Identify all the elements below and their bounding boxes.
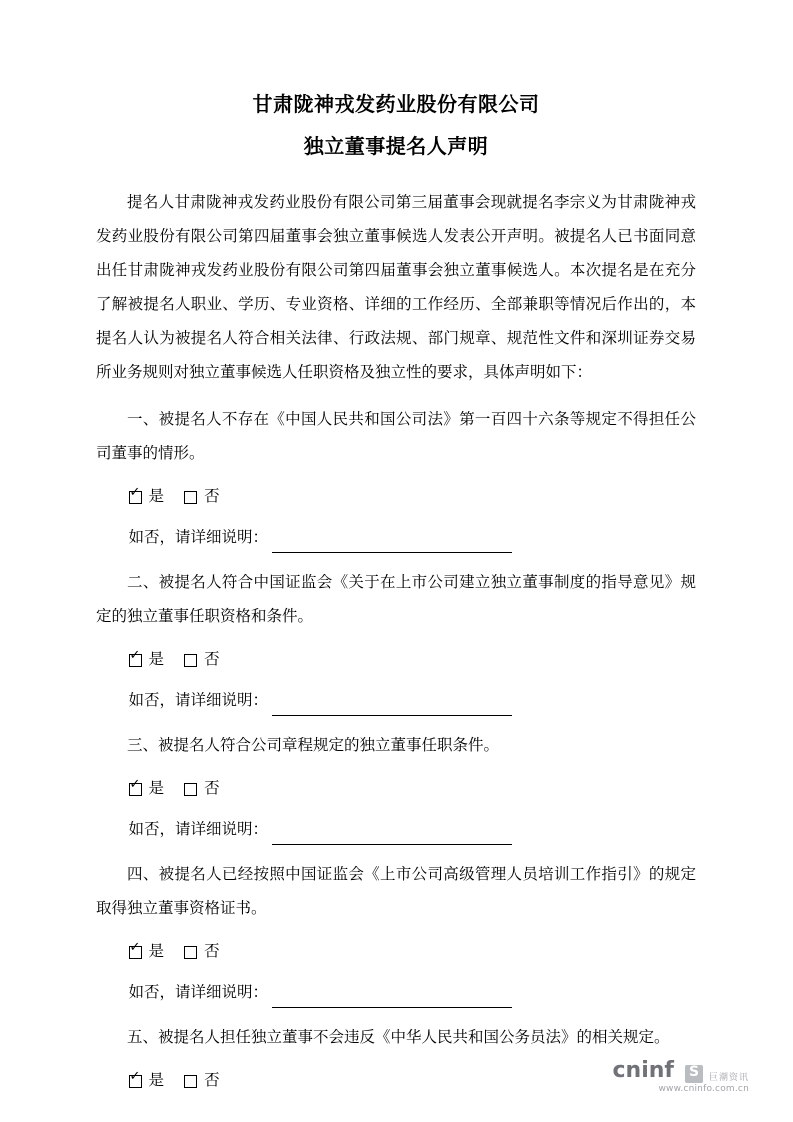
declaration-item-1-text: 一、被提名人不存在《中国人民共和国公司法》第一百四十六条等规定不得担任公司董事的情形。 <box>96 411 696 462</box>
cninfo-logo-text: cninf <box>612 1058 674 1083</box>
label-no-4: 否 <box>204 943 220 960</box>
cninfo-watermark <box>613 1058 750 1094</box>
company-title: 甘肃陇神戎发药业股份有限公司 <box>252 94 540 116</box>
checkbox-yes-1[interactable] <box>129 491 142 504</box>
declaration-item-4-text: 四、被提名人已经按照中国证监会《上市公司高级管理人员培训工作指引》的规定取得独立董事资格证书。 <box>96 866 696 917</box>
label-yes-2: 是 <box>148 651 165 668</box>
declaration-item-5-text: 五、被提名人担任独立董事不会违反《中华人民共和国公务员法》的相关规定。 <box>127 1029 670 1046</box>
declaration-item-1-explain <box>96 523 696 553</box>
label-no-5: 否 <box>204 1072 220 1089</box>
label-no-3: 否 <box>204 780 220 797</box>
checkbox-yes-5[interactable] <box>129 1075 142 1088</box>
explain-label-4: 如否，请详细说明： <box>128 984 269 1001</box>
checkbox-no-4[interactable] <box>184 946 197 959</box>
declaration-item-1-choices <box>96 482 696 512</box>
label-yes-4: 是 <box>148 943 165 960</box>
document-content <box>96 88 696 1096</box>
declaration-item-2-choices <box>96 645 696 675</box>
explain-label-3: 如否，请详细说明： <box>128 821 269 838</box>
declaration-item-3-explain <box>96 815 696 845</box>
label-no-2: 否 <box>204 651 220 668</box>
explain-label-2: 如否，请详细说明： <box>128 692 269 709</box>
cninfo-logo-url: www.cninfo.com.cn <box>658 1084 749 1094</box>
checkbox-no-1[interactable] <box>184 491 197 504</box>
declaration-item-2-explain <box>96 686 696 716</box>
explain-input-2[interactable] <box>272 696 512 716</box>
explain-label-1: 如否，请详细说明： <box>128 529 269 546</box>
label-no-1: 否 <box>204 488 220 505</box>
declaration-item-3-choices <box>96 774 696 804</box>
explain-input-3[interactable] <box>272 825 512 845</box>
document-title: 独立董事提名人声明 <box>303 136 489 158</box>
label-yes-1: 是 <box>148 488 165 505</box>
declaration-item-4-choices <box>96 937 696 967</box>
intro-paragraph: 提名人甘肃陇神戎发药业股份有限公司第三届董事会现就提名李宗义为甘肃陇神戎发药业股份有限公司第四届董事会独立董事候选人发表公开声明。被提名人已书面同意出任甘肃陇神戎发药业股份有限公司第四届董事会独立董事候选人。本次提名是在充分了解被提名人职业、学历、专业资格、详细的工作经历、全部兼职等情况后作出的，本提名人认为被提名人符合相关法律、行政法规、部门规章、规范性文件和深圳证券交易所业务规则对独立董事候选人任职资格及独立性的要求，具体声明如下： <box>96 194 696 381</box>
explain-input-4[interactable] <box>272 988 512 1008</box>
explain-input-1[interactable] <box>272 533 512 553</box>
label-yes-3: 是 <box>148 780 165 797</box>
declaration-item-4-explain <box>96 978 696 1008</box>
declaration-item-3-text: 三、被提名人符合公司章程规定的独立董事任职条件。 <box>127 737 500 754</box>
checkbox-yes-2[interactable] <box>129 654 142 667</box>
checkbox-yes-3[interactable] <box>129 783 142 796</box>
checkbox-no-3[interactable] <box>184 783 197 796</box>
declaration-item-2-text: 二、被提名人符合中国证监会《关于在上市公司建立独立董事制度的指导意见》规定的独立董事任职资格和条件。 <box>96 574 696 625</box>
checkbox-no-5[interactable] <box>184 1075 197 1088</box>
logo-row <box>613 1058 750 1083</box>
checkbox-no-2[interactable] <box>184 654 197 667</box>
cninfo-logo-mark-icon <box>685 1065 703 1083</box>
label-yes-5: 是 <box>148 1072 165 1089</box>
cninfo-logo-cn: 巨潮资讯 <box>708 1072 749 1082</box>
checkbox-yes-4[interactable] <box>129 946 142 959</box>
declaration-item-5-choices <box>96 1066 696 1096</box>
